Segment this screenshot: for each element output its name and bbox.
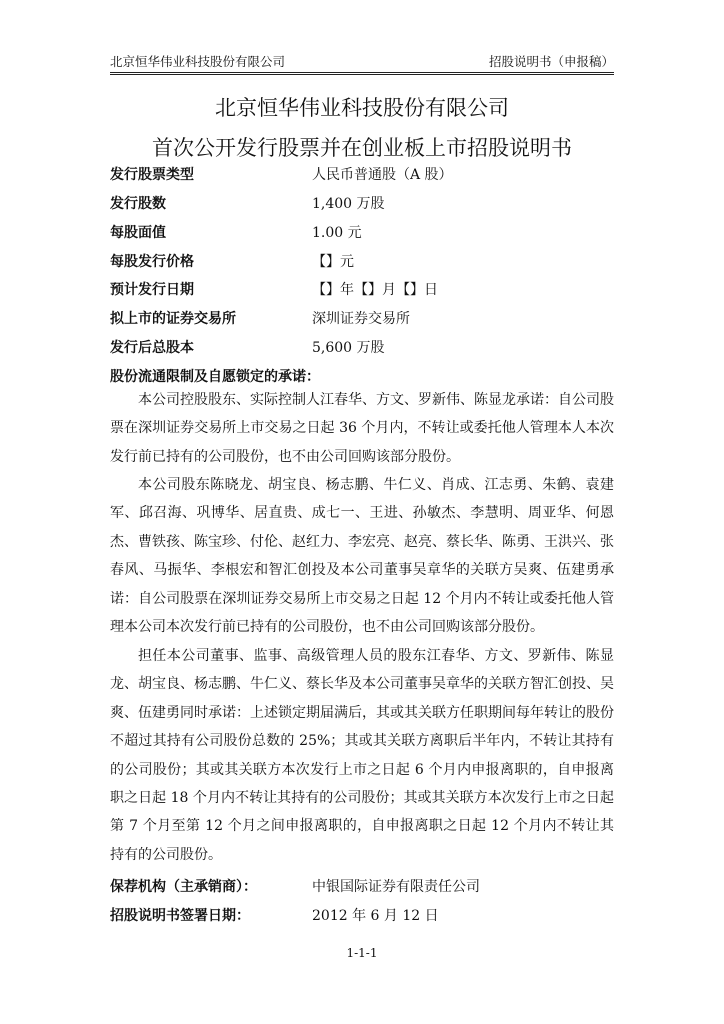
header-company-name: 北京恒华伟业科技股份有限公司	[110, 54, 286, 69]
issue-label: 发行后总股本	[110, 340, 194, 356]
issue-value: 【】元	[312, 254, 354, 270]
page-header	[110, 50, 614, 73]
issue-label: 拟上市的证券交易所	[110, 311, 236, 327]
issue-label: 发行股票类型	[110, 167, 194, 183]
sponsor-label: 保荐机构（主承销商）：	[110, 879, 257, 895]
issue-label: 每股面值	[110, 225, 166, 241]
issue-row-exchange	[110, 308, 614, 332]
issue-value: 1,400 万股	[312, 196, 385, 212]
lockup-paragraph-3: 担任本公司董事、监事、高级管理人员的股东江春华、方文、罗新伟、陈显龙、胡宝良、杨志鹏、牛仁义、蔡长华及本公司董事吴章华的关联方智汇创投、吴爽、伍建勇同时承诺：上述锁定期届满后，其或其关联方任职期间每年转让的股份不超过其持有公司股份总数的 25%；其或其关联方离职后半年内，不转让其持有的公司股份；其或其关联方本次发行上市之日起 6 个月内申报离职的，自申报离职之日起 18 个月内不转让其持有的公司股份；其或其关联方本次发行上市之日起第 7 个月至第 12 个月之间申报离职的，自申报离职之日起 12 个月内不转让其持有的公司股份。	[110, 648, 614, 863]
document-title: 北京恒华伟业科技股份有限公司	[215, 96, 509, 120]
sign-date-value: 2012 年 6 月 12 日	[312, 908, 439, 924]
lockup-paragraph-2: 本公司股东陈晓龙、胡宝良、杨志鹏、牛仁义、肖成、江志勇、朱鹤、袁建军、邱召海、巩博华、居直贵、成七一、王进、孙敏杰、李慧明、周亚华、何恩杰、曹铁孩、陈宝珍、付伦、赵红力、李宏亮、赵亮、蔡长华、陈勇、王洪兴、张春风、马振华、李根宏和智汇创投及本公司董事吴章华的关联方吴爽、伍建勇承诺：自公司股票在深圳证券交易所上市交易之日起 12 个月内不转让或委托他人管理本公司本次发行前已持有的公司股份，也不由公司回购该部分股份。	[110, 477, 614, 636]
sponsor-value: 中银国际证券有限责任公司	[312, 879, 480, 895]
issue-value: 5,600 万股	[312, 340, 385, 356]
issue-row-price	[110, 251, 614, 275]
issue-value: 1.00 元	[312, 225, 362, 241]
document-subtitle: 首次公开发行股票并在创业板上市招股说明书	[152, 136, 572, 160]
sign-date-row	[110, 905, 614, 929]
issue-label: 发行股数	[110, 196, 166, 212]
header-doc-type: 招股说明书（申报稿）	[488, 54, 614, 69]
sign-date-label: 招股说明书签署日期：	[110, 908, 250, 924]
page-number: 1-1-1	[346, 946, 378, 960]
sponsor-row	[110, 876, 614, 900]
lockup-paragraph-1: 本公司控股股东、实际控制人江春华、方文、罗新伟、陈显龙承诺：自公司股票在深圳证券交易所上市交易之日起 36 个月内，不转让或委托他人管理本人本次发行前已持有的公司股份，也不由公司回购该部分股份。	[110, 392, 614, 465]
lockup-heading: 股份流通限制及自愿锁定的承诺：	[110, 369, 320, 385]
issue-label: 预计发行日期	[110, 282, 194, 298]
issue-row-share-count	[110, 193, 614, 217]
issue-row-stock-type	[110, 164, 614, 188]
issue-value: 人民币普通股（A 股）	[312, 167, 453, 183]
issue-label: 每股发行价格	[110, 254, 194, 270]
issue-row-par-value	[110, 222, 614, 246]
issue-row-date	[110, 279, 614, 303]
issue-value: 【】年【】月【】日	[312, 282, 438, 298]
issue-value: 深圳证券交易所	[312, 311, 410, 327]
issue-row-total-shares	[110, 337, 614, 361]
